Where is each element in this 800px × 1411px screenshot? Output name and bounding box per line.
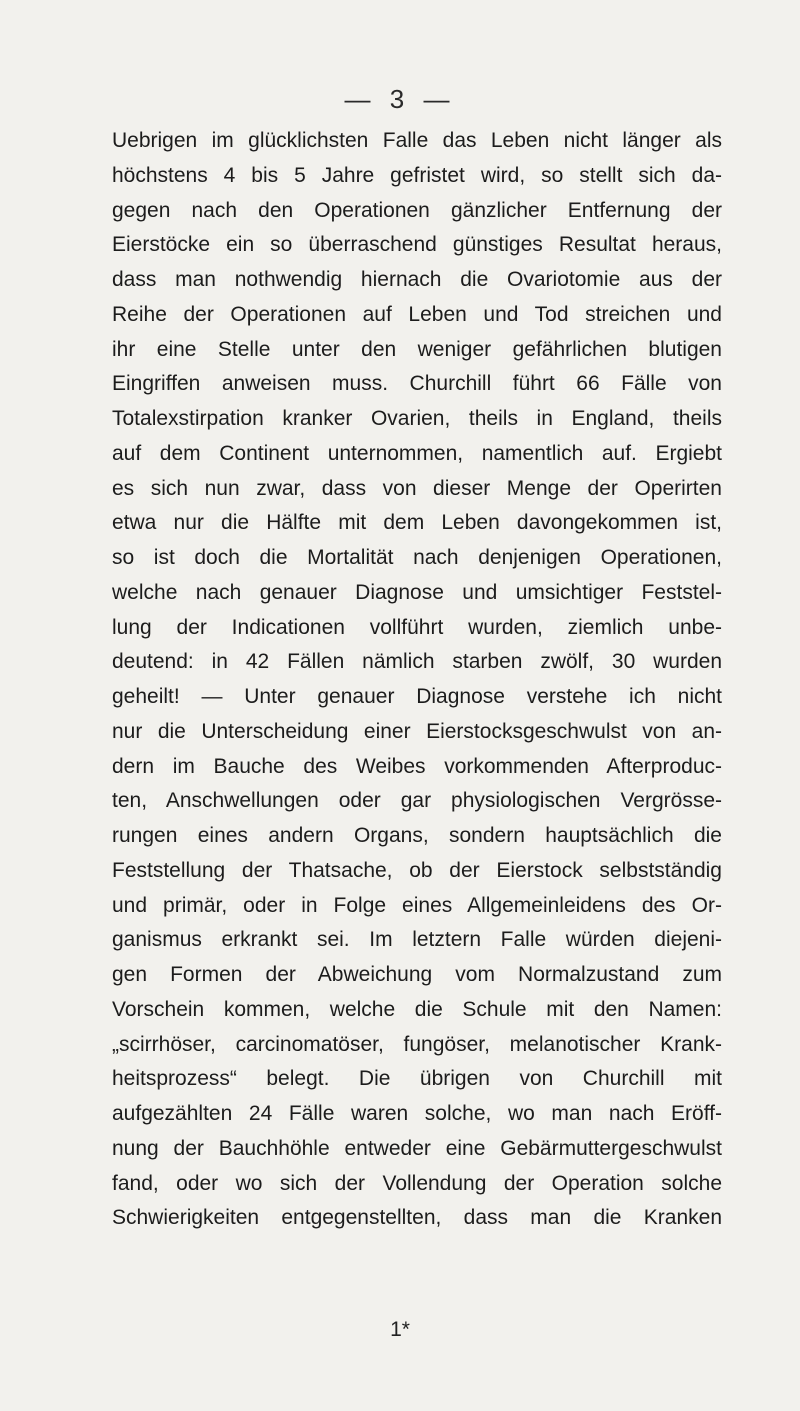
body-text <box>112 124 722 1236</box>
text-line: deutend: in 42 Fällen nämlich starben zwölf, 30 wurden <box>112 650 722 674</box>
text-line: ganismus erkrankt sei. Im letztern Falle würden diejeni- <box>112 928 722 952</box>
text-line: nur die Unterscheidung einer Eierstocksgeschwulst von an- <box>112 719 722 743</box>
text-line: nung der Bauchhöhle entweder eine Gebärmuttergeschwulst <box>112 1136 722 1160</box>
text-line: ten, Anschwellungen oder gar physiologischen Vergrösse- <box>112 789 722 813</box>
text-line: etwa nur die Hälfte mit dem Leben davongekommen ist, <box>112 511 722 535</box>
text-line: Vorschein kommen, welche die Schule mit den Namen: <box>112 997 722 1021</box>
text-line: gen Formen der Abweichung vom Normalzustand zum <box>112 963 722 986</box>
text-line: ihr eine Stelle unter den weniger gefährlichen blutigen <box>112 337 722 361</box>
text-line: Feststellung der Thatsache, ob der Eierstock selbstständig <box>112 858 722 882</box>
signature-mark: 1* <box>390 1318 410 1341</box>
text-line: Reihe der Operationen auf Leben und Tod streichen und <box>112 302 722 326</box>
text-line: Totalexstirpation kranker Ovarien, theils in England, theils <box>112 407 722 430</box>
text-line: Uebrigen im glücklichsten Falle das Leben nicht länger als <box>112 129 722 152</box>
text-line: geheilt! — Unter genauer Diagnose verstehe ich nicht <box>112 685 722 708</box>
text-line: Schwierigkeiten entgegenstellten, dass man die Kranken <box>112 1206 722 1230</box>
text-line: aufgezählten 24 Fälle waren solche, wo man nach Eröff- <box>112 1102 722 1125</box>
text-line: es sich nun zwar, dass von dieser Menge der Operirten <box>112 476 722 500</box>
text-line: fand, oder wo sich der Vollendung der Operation solche <box>112 1171 722 1195</box>
text-line: dass man nothwendig hiernach die Ovariotomie aus der <box>112 268 722 291</box>
text-line: dern im Bauche des Weibes vorkommenden Afterproduc- <box>112 754 722 778</box>
text-line: Eingriffen anweisen muss. Churchill führt 66 Fälle von <box>112 372 722 396</box>
text-line: höchstens 4 bis 5 Jahre gefristet wird, so stellt sich da- <box>112 163 722 187</box>
page-number: — 3 — <box>344 84 456 114</box>
text-line: auf dem Continent unternommen, namentlich auf. Ergiebt <box>112 441 722 465</box>
text-line: welche nach genauer Diagnose und umsichtiger Feststel- <box>112 580 722 604</box>
text-line: Eierstöcke ein so überraschend günstiges Resultat heraus, <box>112 233 722 257</box>
text-line: lung der Indicationen vollführt wurden, ziemlich unbe- <box>112 615 722 639</box>
text-line: „scirrhöser, carcinomatöser, fungöser, melanotischer Krank- <box>112 1032 722 1056</box>
text-line: gegen nach den Operationen gänzlicher Entfernung der <box>112 198 722 222</box>
text-line: heitsprozess“ belegt. Die übrigen von Churchill mit <box>112 1067 722 1091</box>
text-line: so ist doch die Mortalität nach denjenigen Operationen, <box>112 546 722 569</box>
text-line: und primär, oder in Folge eines Allgemeinleidens des Or- <box>112 893 722 917</box>
text-line: rungen eines andern Organs, sondern hauptsächlich die <box>112 824 722 847</box>
